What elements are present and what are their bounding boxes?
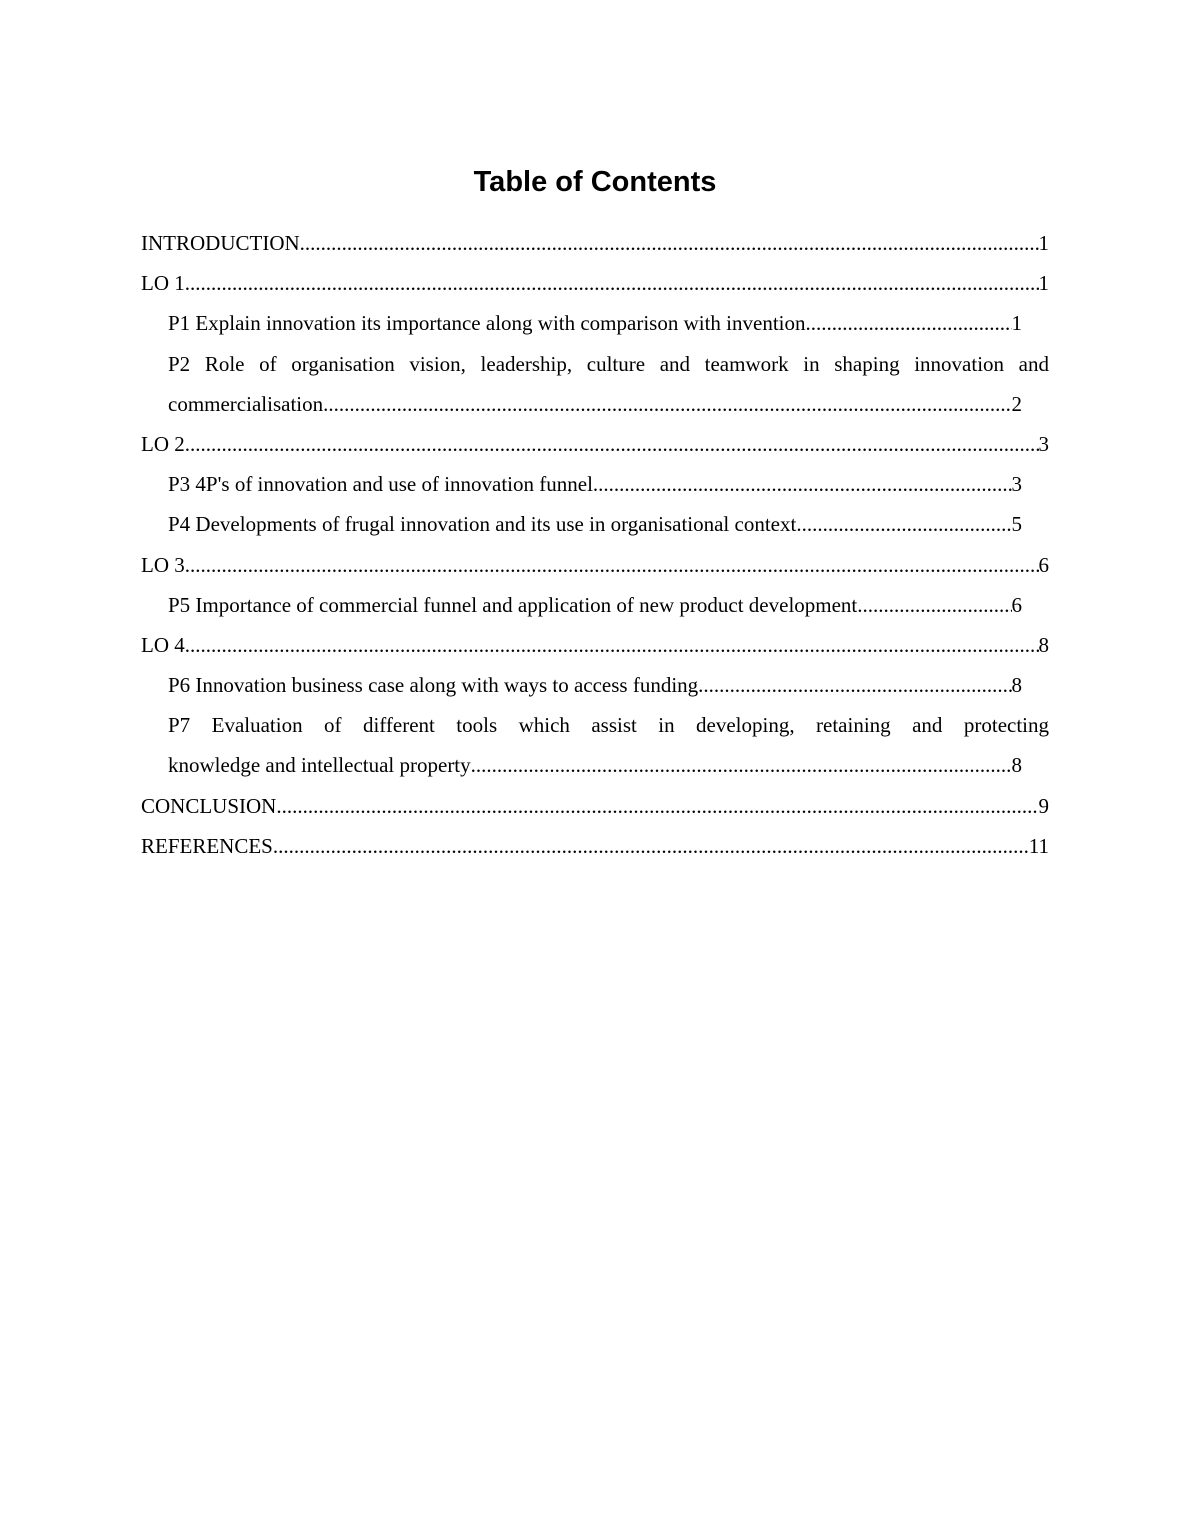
toc-entry-label: P1 Explain innovation its importance along with comparison with invention (168, 311, 806, 336)
toc-entry-lo1[interactable] (141, 263, 1049, 303)
toc-entry-lo3[interactable] (141, 545, 1049, 585)
toc-page-number: 8 (1011, 753, 1022, 778)
toc-page-number: 9 (1038, 793, 1049, 818)
toc-entry-label: P3 4P's of innovation and use of innovation funnel (168, 472, 593, 497)
toc-leader-dots (806, 303, 1012, 343)
toc-entry-label: LO 1 (141, 271, 185, 296)
toc-entry-label-line1: P2 Role of organisation vision, leadership, culture and teamwork in shaping innovation and (168, 351, 1049, 376)
toc-page-number: 3 (1038, 431, 1049, 456)
toc-leader-dots (276, 786, 1038, 826)
toc-entry-label-line2: knowledge and intellectual property (168, 753, 471, 778)
toc-leader-dots (323, 384, 1011, 424)
toc-entry-label-line2: commercialisation (168, 391, 324, 416)
toc-entry-p6[interactable] (168, 665, 1022, 705)
toc-page-number: 8 (1011, 673, 1022, 698)
toc-entry-introduction[interactable] (141, 223, 1049, 263)
toc-leader-dots (471, 745, 1012, 785)
toc-entry-lo4[interactable] (141, 625, 1049, 665)
toc-leader-dots (185, 545, 1039, 585)
toc-title: Table of Contents (473, 166, 717, 198)
toc-leader-dots (593, 464, 1012, 504)
toc-page-number: 1 (1038, 231, 1049, 255)
toc-entry-lo2[interactable] (141, 424, 1049, 464)
toc-entry-conclusion[interactable] (141, 786, 1049, 826)
toc-leader-dots (185, 263, 1039, 303)
toc-entry-label: INTRODUCTION (141, 231, 300, 255)
toc-page-number: 8 (1038, 632, 1049, 657)
toc-list (141, 223, 1049, 866)
toc-entry-p2[interactable] (168, 344, 1049, 424)
toc-page-number: 11 (1028, 833, 1049, 858)
toc-entry-label: P6 Innovation business case along with ways to access funding (168, 673, 699, 698)
toc-entry-references[interactable] (141, 826, 1049, 866)
toc-entry-p3[interactable] (168, 464, 1022, 504)
toc-leader-dots (857, 585, 1011, 625)
toc-entry-label: REFERENCES (141, 833, 273, 858)
toc-leader-dots (796, 504, 1011, 544)
toc-entry-line2 (168, 745, 1022, 785)
toc-leader-dots (273, 826, 1029, 866)
toc-entry-label: P4 Developments of frugal innovation and its use in organisational context (168, 512, 797, 537)
toc-page-number: 5 (1011, 512, 1022, 537)
toc-entry-label: P5 Importance of commercial funnel and application of new product development (168, 592, 858, 617)
toc-entry-label: LO 2 (141, 431, 185, 456)
toc-entry-label: LO 4 (141, 632, 185, 657)
toc-leader-dots (185, 625, 1039, 665)
toc-page-number: 2 (1011, 391, 1022, 416)
toc-entry-line2 (168, 384, 1022, 424)
toc-entry-p5[interactable] (168, 585, 1022, 625)
toc-entry-label-line1: P7 Evaluation of different tools which assist in developing, retaining and protecting (168, 713, 1049, 738)
toc-leader-dots (185, 424, 1039, 464)
toc-leader-dots (698, 665, 1011, 705)
toc-entry-label: LO 3 (141, 552, 185, 577)
toc-page-number: 1 (1011, 311, 1022, 336)
toc-page-number: 1 (1038, 271, 1049, 296)
toc-page-number: 6 (1011, 592, 1022, 617)
toc-entry-label: CONCLUSION (141, 793, 277, 818)
toc-entry-p4[interactable] (168, 504, 1022, 544)
toc-entry-p1[interactable] (168, 303, 1022, 343)
toc-page-number: 3 (1011, 472, 1022, 497)
toc-entry-p7[interactable] (168, 705, 1049, 785)
toc-page-number: 6 (1038, 552, 1049, 577)
toc-leader-dots (300, 223, 1039, 263)
